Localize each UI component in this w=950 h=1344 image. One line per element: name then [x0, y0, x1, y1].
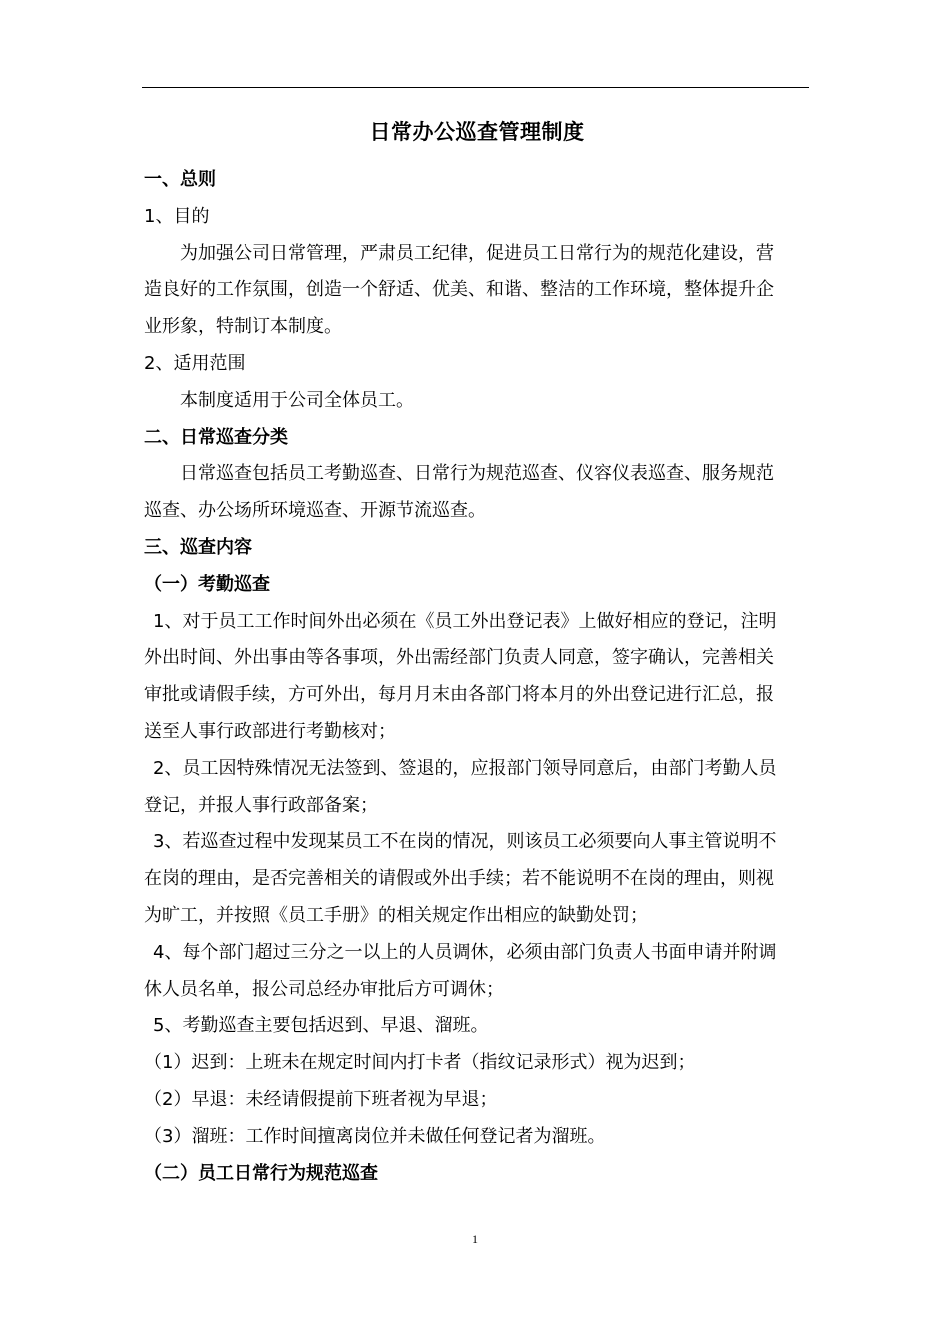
- document-body: [144, 112, 810, 1192]
- attendance-rule-line: 登记，并报人事行政部备案；: [144, 794, 378, 816]
- attendance-subrule-early-leave: （2）早退：未经请假提前下班者视为早退；: [144, 1088, 498, 1110]
- purpose-text-line: 造良好的工作氛围，创造一个舒适、优美、和谐、整洁的工作环境，整体提升企: [144, 279, 774, 301]
- purpose-text-line: 为加强公司日常管理，严肃员工纪律，促进员工日常行为的规范化建设，营: [180, 242, 774, 264]
- item-scope-heading: 2、适用范围: [144, 352, 246, 374]
- attendance-rule-line: 外出时间、外出事由等各事项，外出需经部门负责人同意，签字确认，完善相关: [144, 647, 774, 669]
- header-rule: [142, 87, 809, 88]
- subsection-heading-attendance: （一）考勤巡查: [144, 573, 270, 595]
- scope-text: 本制度适用于公司全体员工。: [180, 389, 414, 411]
- subsection-heading-behavior: （二）员工日常行为规范巡查: [144, 1162, 378, 1184]
- section-heading-general: 一、总则: [144, 169, 216, 190]
- attendance-rule-line: 1、对于员工工作时间外出必须在《员工外出登记表》上做好相应的登记，注明: [153, 610, 777, 632]
- attendance-subrule-late: （1）迟到：上班未在规定时间内打卡者（指纹记录形式）视为迟到；: [144, 1052, 696, 1074]
- attendance-rule-line: 在岗的理由，是否完善相关的请假或外出手续；若不能说明不在岗的理由，则视: [144, 868, 774, 890]
- section-heading-categories: 二、日常巡查分类: [144, 426, 288, 448]
- attendance-subrule-absence: （3）溜班：工作时间擅离岗位并未做任何登记者为溜班。: [144, 1125, 606, 1147]
- item-purpose-heading: 1、目的: [144, 205, 210, 227]
- categories-text-line: 日常巡查包括员工考勤巡查、日常行为规范巡查、仪容仪表巡查、服务规范: [180, 463, 774, 485]
- section-heading-content: 三、巡查内容: [144, 536, 252, 558]
- categories-text-line: 巡查、办公场所环境巡查、开源节流巡查。: [144, 500, 486, 522]
- document-title: 日常办公巡查管理制度: [369, 120, 585, 144]
- purpose-text-line: 业形象，特制订本制度。: [144, 316, 342, 338]
- attendance-rule-line: 5、考勤巡查主要包括迟到、早退、溜班。: [153, 1015, 489, 1037]
- attendance-rule-line: 送至人事行政部进行考勤核对；: [144, 720, 396, 742]
- attendance-rule-line: 审批或请假手续，方可外出，每月月末由各部门将本月的外出登记进行汇总，报: [144, 684, 774, 706]
- page-number: 1: [472, 1232, 478, 1246]
- attendance-rule-line: 为旷工，并按照《员工手册》的相关规定作出相应的缺勤处罚；: [144, 904, 648, 926]
- attendance-rule-line: 2、员工因特殊情况无法签到、签退的，应报部门领导同意后，由部门考勤人员: [153, 757, 777, 779]
- attendance-rule-line: 休人员名单，报公司总经办审批后方可调休；: [144, 978, 504, 1000]
- attendance-rule-line: 3、若巡查过程中发现某员工不在岗的情况，则该员工必须要向人事主管说明不: [153, 831, 777, 853]
- attendance-rule-line: 4、每个部门超过三分之一以上的人员调休，必须由部门负责人书面申请并附调: [153, 941, 777, 963]
